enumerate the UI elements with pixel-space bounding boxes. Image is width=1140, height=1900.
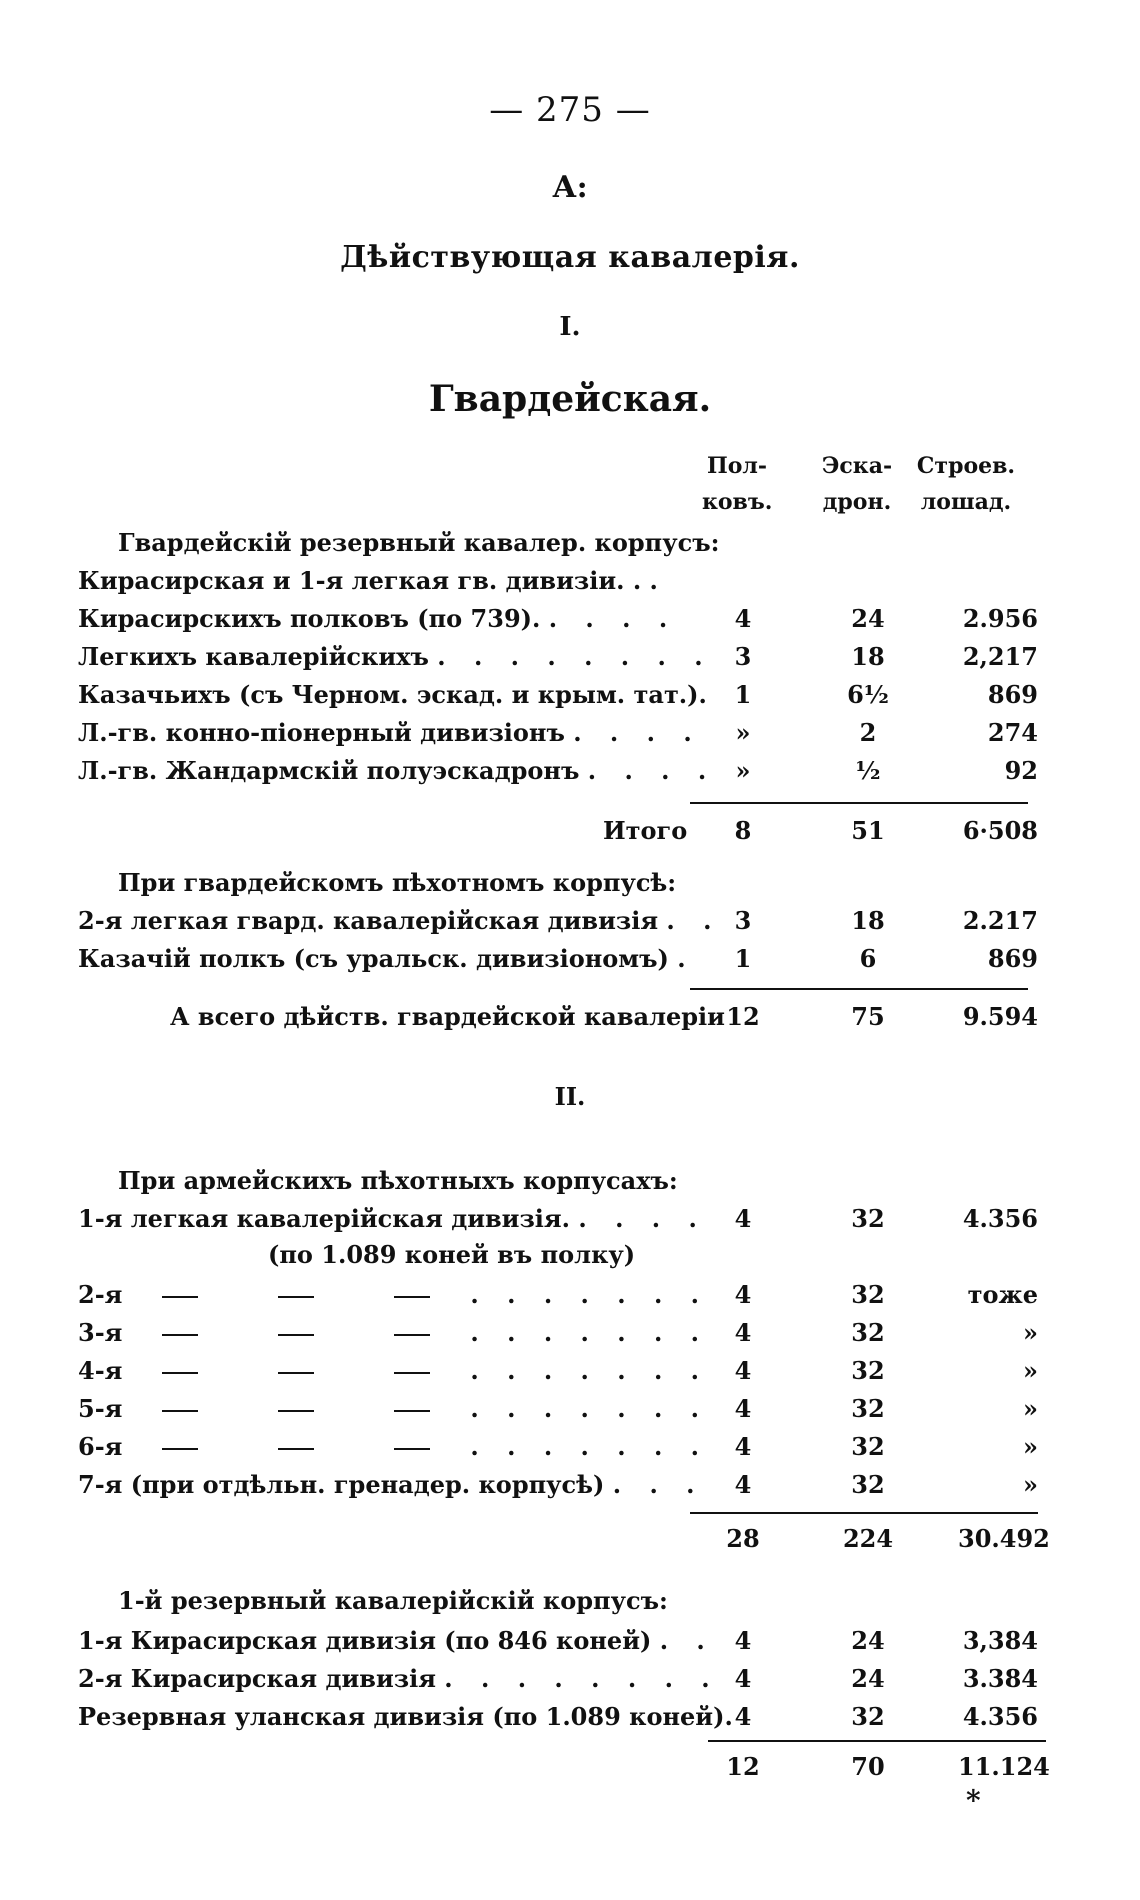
cell-eskadr: 24 — [851, 604, 885, 633]
header-polkov-line2: ковъ. — [702, 489, 773, 515]
cell-eskadr: 75 — [851, 1002, 885, 1031]
table-row — [78, 1664, 1038, 1700]
cell-eskadr: 70 — [851, 1752, 885, 1781]
cell-polkov: 4 — [734, 1470, 752, 1499]
row-label: 2-я Кирасирская дивизія . . . . . . . . — [78, 1664, 720, 1693]
table-row — [78, 756, 1038, 792]
group-title — [78, 528, 1038, 564]
row-label: 2-я легкая гвард. кавалерійская дивизія . . — [78, 906, 722, 935]
header-loshad — [916, 448, 1016, 520]
cell-loshad: 3,384 — [962, 1626, 1038, 1655]
header-polkov-line1: Пол- — [706, 453, 768, 479]
cell-eskadr: 32 — [851, 1356, 885, 1385]
group-subtitle-text: Кирасирская и 1-я легкая гв. дивизіи. . . — [78, 566, 658, 595]
cell-eskadr: 32 — [851, 1470, 885, 1499]
cell-polkov: 4 — [734, 604, 752, 633]
table-row — [78, 1470, 1038, 1506]
cell-loshad: 2,217 — [962, 642, 1038, 671]
cell-polkov: 3 — [734, 906, 752, 935]
cell-polkov: 3 — [734, 642, 752, 671]
group-title — [78, 868, 1038, 904]
row-label: Кирасирскихъ полковъ (по 739). . . . . — [78, 604, 678, 633]
table-row — [78, 642, 1038, 678]
group-title-text: 1-й резервный кавалерійскій корпусъ: — [118, 1586, 668, 1615]
cell-eskadr: 18 — [851, 642, 885, 671]
cell-loshad: » — [1023, 1356, 1038, 1385]
row-label: 4-я . . . . . . . — [78, 1356, 710, 1385]
cell-polkov: 4 — [734, 1280, 752, 1309]
cell-eskadr: 224 — [842, 1524, 894, 1553]
table-row — [78, 1280, 1038, 1316]
row-label: Легкихъ кавалерійскихъ . . . . . . . . — [78, 642, 713, 671]
grand-total-label: А всего дѣйств. гвардейской кавалеріи — [170, 1002, 725, 1031]
cell-eskadr: 24 — [851, 1664, 885, 1693]
cell-loshad: 3.384 — [962, 1664, 1038, 1693]
table-row — [78, 718, 1038, 754]
table-row — [78, 906, 1038, 942]
cell-polkov: 4 — [734, 1394, 752, 1423]
cell-loshad: 274 — [987, 718, 1038, 747]
page-number: — 275 — — [489, 90, 651, 130]
cell-loshad: 6·508 — [962, 816, 1038, 845]
cell-polkov: 4 — [734, 1204, 752, 1233]
total-row — [78, 816, 1038, 852]
row-label: 5-я . . . . . . . — [78, 1394, 710, 1423]
row-label: 3-я . . . . . . . — [78, 1318, 710, 1347]
table-row — [78, 604, 1038, 640]
footnote-mark: * — [966, 1784, 981, 1817]
header-eskadron-line2: дрон. — [822, 489, 892, 515]
cell-loshad: 11.124 — [958, 1752, 1050, 1781]
row-label: Л.-гв. Жандармскій полуэскадронъ . . . . — [78, 756, 717, 785]
table-row — [78, 1702, 1038, 1738]
cell-eskadr: 32 — [851, 1394, 885, 1423]
table-row — [78, 680, 1038, 716]
section-letter: А: — [552, 170, 588, 205]
row-note-text: (по 1.089 коней въ полку) — [268, 1240, 636, 1269]
cell-polkov: » — [735, 756, 751, 785]
table-row — [78, 1394, 1038, 1430]
cell-polkov: 12 — [726, 1752, 760, 1781]
group-title-text: Гвардейскій резервный кавалер. корпусъ: — [118, 528, 720, 557]
cell-loshad: 2.217 — [962, 906, 1038, 935]
cell-polkov: 4 — [734, 1432, 752, 1461]
total-row — [78, 1752, 1050, 1788]
row-label: 1-я легкая кавалерійская дивизія. . . . . — [78, 1204, 707, 1233]
cell-polkov: 4 — [734, 1318, 752, 1347]
row-label: 2-я . . . . . . . — [78, 1280, 710, 1309]
header-eskadron — [812, 448, 902, 520]
group-title — [78, 1166, 1038, 1202]
cell-eskadr: 2 — [859, 718, 877, 747]
cell-eskadr: 6½ — [847, 680, 889, 709]
cell-loshad: 869 — [987, 680, 1038, 709]
divider — [690, 1512, 1038, 1514]
section-title: Дѣйствующая кавалерія. — [340, 240, 800, 275]
cell-polkov: 4 — [734, 1626, 752, 1655]
cell-eskadr: 18 — [851, 906, 885, 935]
cell-eskadr: 51 — [851, 816, 885, 845]
cell-eskadr: 6 — [859, 944, 877, 973]
group-title — [78, 1586, 1038, 1622]
cell-loshad: 2.956 — [962, 604, 1038, 633]
cell-eskadr: 32 — [851, 1204, 885, 1233]
group-title-text: При гвардейскомъ пѣхотномъ корпусѣ: — [118, 868, 677, 897]
header-polkov — [702, 448, 772, 520]
table-row — [78, 1432, 1038, 1468]
part-subtitle: Гвардейская. — [428, 378, 712, 420]
cell-loshad: 4.356 — [962, 1702, 1038, 1731]
cell-loshad: » — [1023, 1470, 1038, 1499]
cell-eskadr: 32 — [851, 1702, 885, 1731]
cell-polkov: 4 — [734, 1702, 752, 1731]
cell-loshad: » — [1023, 1318, 1038, 1347]
cell-polkov: 8 — [734, 816, 752, 845]
divider — [690, 988, 1028, 990]
cell-polkov: 4 — [734, 1356, 752, 1385]
cell-loshad: 30.492 — [958, 1524, 1050, 1553]
cell-polkov: 1 — [734, 680, 752, 709]
cell-loshad: 9.594 — [962, 1002, 1038, 1031]
part-numeral-2: II. — [554, 1082, 586, 1111]
cell-polkov: » — [735, 718, 751, 747]
cell-eskadr: 32 — [851, 1280, 885, 1309]
row-label: Резервная уланская дивизія (по 1.089 коней). — [78, 1702, 733, 1731]
cell-eskadr: 32 — [851, 1432, 885, 1461]
header-eskadron-line1: Эска- — [821, 453, 893, 479]
table-row — [78, 944, 1038, 980]
cell-loshad: » — [1023, 1432, 1038, 1461]
table-row — [78, 1318, 1038, 1354]
row-label: 6-я . . . . . . . — [78, 1432, 710, 1461]
header-loshad-line1: Строев. — [916, 453, 1016, 479]
row-label: 1-я Кирасирская дивизія (по 846 коней) . . — [78, 1626, 715, 1655]
cell-polkov: 28 — [726, 1524, 760, 1553]
group-title-text: При армейскихъ пѣхотныхъ корпусахъ: — [118, 1166, 678, 1195]
row-label: Л.-гв. конно-піонерный дивизіонъ . . . . — [78, 718, 702, 747]
cell-loshad: 92 — [1004, 756, 1038, 785]
grand-total-row — [78, 1002, 1038, 1038]
cell-polkov: 4 — [734, 1664, 752, 1693]
table-row — [78, 1626, 1038, 1662]
group-subtitle — [78, 566, 1038, 602]
header-loshad-line2: лошад. — [920, 489, 1012, 515]
cell-loshad: » — [1023, 1394, 1038, 1423]
total-row — [78, 1524, 1050, 1560]
row-label: Казачій полкъ (съ уральск. дивизіономъ) . — [78, 944, 696, 973]
table-row — [78, 1356, 1038, 1392]
cell-loshad: 4.356 — [962, 1204, 1038, 1233]
cell-eskadr: 32 — [851, 1318, 885, 1347]
part-numeral-1: I. — [559, 312, 581, 342]
row-note — [78, 1240, 1038, 1276]
divider — [708, 1740, 1046, 1742]
cell-eskadr: ½ — [855, 756, 881, 785]
cell-loshad: 869 — [987, 944, 1038, 973]
divider — [690, 802, 1028, 804]
cell-polkov: 1 — [734, 944, 752, 973]
cell-loshad: тоже — [967, 1280, 1038, 1309]
cell-eskadr: 24 — [851, 1626, 885, 1655]
total-label: Итого — [603, 816, 688, 845]
row-label: 7-я (при отдѣльн. гренадер. корпусѣ) . . . — [78, 1470, 705, 1499]
table-row — [78, 1204, 1038, 1240]
row-label: Казачьихъ (съ Черном. эскад. и крым. тат.). — [78, 680, 707, 709]
cell-polkov: 12 — [726, 1002, 760, 1031]
